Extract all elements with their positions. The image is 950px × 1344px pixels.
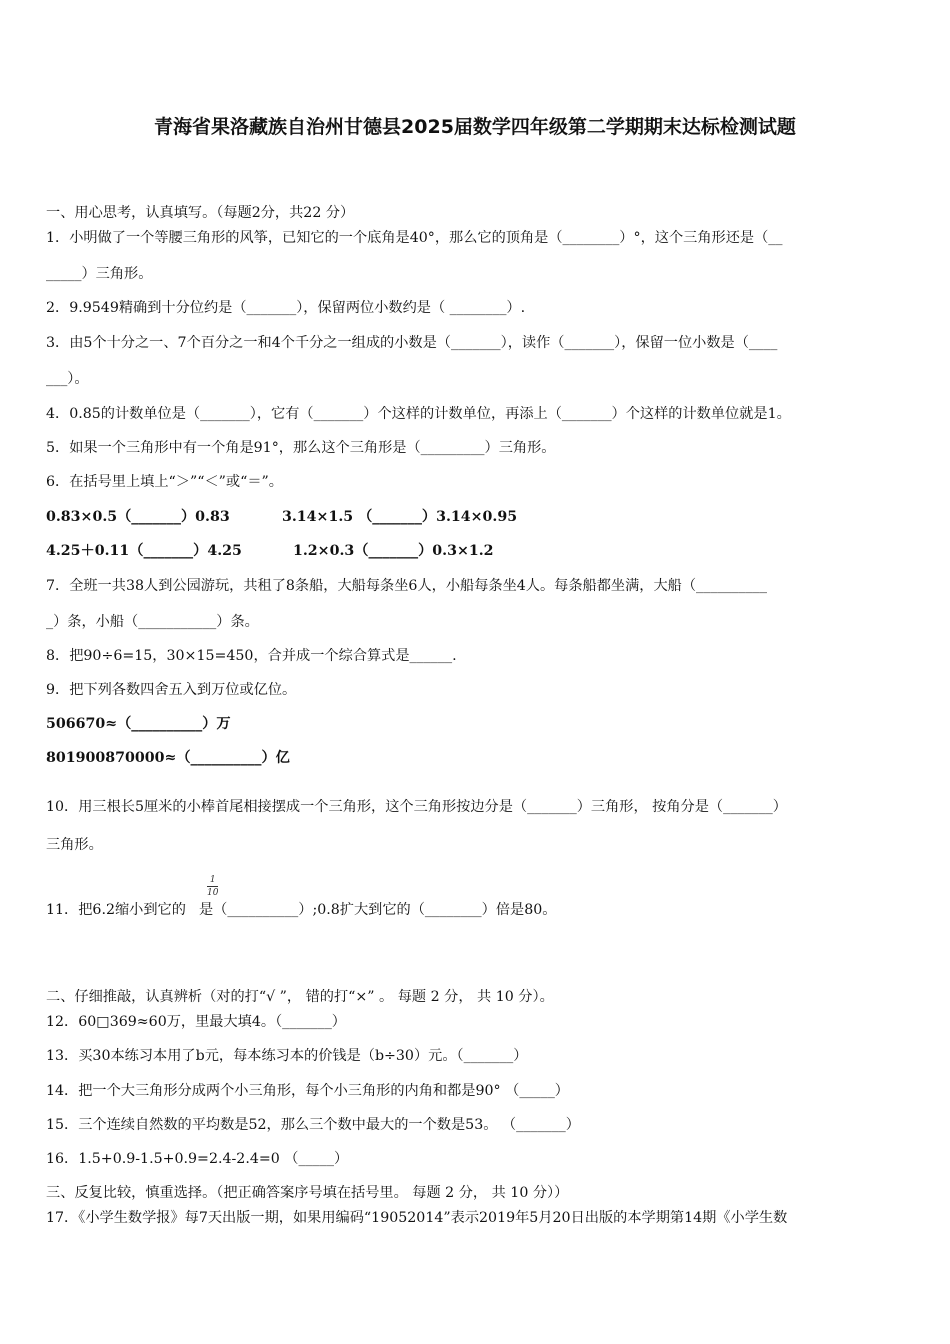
- question-16: 16．1.5+0.9-1.5+0.9=2.4-2.4=0 （_____）: [46, 1151, 349, 1167]
- question-11: [46, 900, 556, 920]
- page-title: 青海省果洛藏族自治州甘德县2025届数学四年级第二学期期末达标检测试题: [154, 116, 796, 138]
- question-7-line-2: _）条，小船（___________）条。: [46, 614, 259, 630]
- question-9-item-2: 801900870000≈（__________）亿: [46, 750, 290, 766]
- question-1-line-1: 1．小明做了一个等腰三角形的风筝，已知它的一个底角是40°，那么它的顶角是（________）°，这个三角形还是（__: [46, 230, 783, 246]
- question-10-line-2: 三角形。: [46, 837, 103, 853]
- question-6-item-3: 4.25＋0.11（_______）4.25: [46, 543, 242, 559]
- question-3-line-1: 3．由5个十分之一、7个百分之一和4个千分之一组成的小数是（_______），读作（_______），保留一位小数是（____: [46, 335, 778, 351]
- question-8: 8．把90÷6=15，30×15=450，合并成一个综合算式是______.: [46, 648, 457, 664]
- question-1-line-2: _____）三角形。: [46, 266, 153, 282]
- section-1-heading: 一、用心思考，认真填写。（每题2分，共22 分）: [46, 205, 355, 221]
- question-12: 12．60□369≈60万，里最大填4。（_______）: [46, 1014, 346, 1030]
- question-9-item-1: 506670≈（__________）万: [46, 716, 231, 732]
- question-6-item-4: 1.2×0.3（_______）0.3×1.2: [293, 543, 494, 559]
- question-2: 2．9.9549精确到十分位约是（_______），保留两位小数约是（ ________）.: [46, 300, 526, 316]
- question-13: 13．买30本练习本用了b元，每本练习本的价钱是（b÷30）元。（_______）: [46, 1048, 528, 1064]
- question-3-line-2: ___）。: [46, 371, 89, 387]
- question-11-part-1: 11．把6.2缩小到它的: [46, 902, 186, 918]
- fraction-one-tenth: [207, 875, 218, 898]
- question-14: 14．把一个大三角形分成两个小三角形，每个小三角形的内角和都是90° （_____）: [46, 1083, 569, 1099]
- question-5: 5．如果一个三角形中有一个角是91°，那么这个三角形是（_________）三角形。: [46, 440, 556, 456]
- question-11-part-2: 是（__________）;0.8扩大到它的（________）倍是80。: [198, 902, 557, 918]
- section-2-heading: 二、仔细推敲，认真辨析（对的打“√ ”， 错的打“×” 。 每题 2 分， 共 10 分）。: [46, 989, 554, 1005]
- question-10-line-1: 10．用三根长5厘米的小棒首尾相接摆成一个三角形，这个三角形按边分是（_______）三角形， 按角分是（_______）: [46, 799, 787, 815]
- section-3-heading: 三、反复比较，慎重选择。（把正确答案序号填在括号里。 每题 2 分， 共 10 分））: [46, 1185, 569, 1201]
- fraction-denominator: 10: [207, 888, 219, 898]
- fraction-bar: [207, 886, 218, 887]
- fraction-numerator: 1: [209, 875, 216, 885]
- question-9: 9．把下列各数四舍五入到万位或亿位。: [46, 682, 297, 698]
- question-4: 4．0.85的计数单位是（_______），它有（_______）个这样的计数单位，再添上（_______）个这样的计数单位就是1。: [46, 406, 791, 422]
- question-15: 15．三个连续自然数的平均数是52，那么三个数中最大的一个数是53。 （_______）: [46, 1117, 580, 1133]
- question-6-item-1: 0.83×0.5（_______）0.83: [46, 509, 230, 525]
- question-7-line-1: 7．全班一共38人到公园游玩，共租了8条船，大船每条坐6人，小船每条坐4人。每条船都坐满，大船（__________: [46, 578, 767, 594]
- question-17: 17．《小学生数学报》每7天出版一期，如果用编码“19052014”表示2019年5月20日出版的本学期第14期《小学生数: [46, 1210, 788, 1226]
- question-6-item-2: 3.14×1.5 （_______）3.14×0.95: [282, 509, 518, 525]
- question-6: 6．在括号里上填上“＞”“＜”或“＝”。: [46, 474, 283, 490]
